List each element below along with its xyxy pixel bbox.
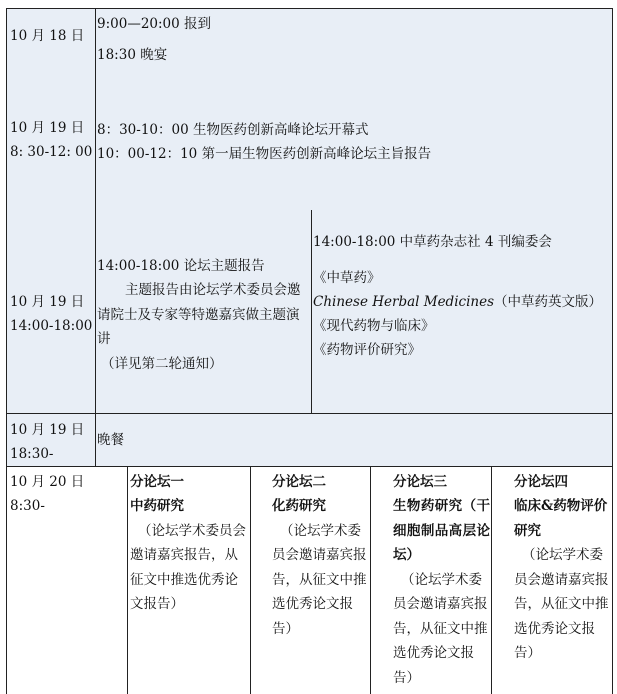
grid-line xyxy=(612,8,613,694)
event-item: 9:00—20:00 报到 xyxy=(97,16,212,32)
forum-description: （论坛学术委员会邀请嘉宾报告，从征文中推选优秀论文报告） xyxy=(272,522,367,637)
event-cell xyxy=(97,428,397,452)
journal-note: （中草药英文版） xyxy=(494,294,603,310)
journal-item xyxy=(313,290,611,314)
date-cell xyxy=(10,470,94,518)
keynote-cell xyxy=(97,254,309,376)
grid-line xyxy=(6,8,7,694)
journal-name: 《药物评价研究》 xyxy=(313,342,421,358)
grid-line xyxy=(311,210,312,414)
event-cell xyxy=(97,118,607,166)
forum-title: 分论坛一 xyxy=(130,474,184,490)
forum-subtitle: 化药研究 xyxy=(272,498,326,514)
grid-line xyxy=(6,466,613,467)
forum-cell xyxy=(514,470,611,666)
forum-cell xyxy=(272,470,369,641)
journal-name: 《中草药》 xyxy=(313,270,381,286)
date-text: 10 月 20 日 xyxy=(10,474,85,490)
time-text: 14:00-18:00 xyxy=(10,318,93,334)
forum-title: 分论坛二 xyxy=(272,474,326,490)
journal-english-name: Chinese Herbal Medicines xyxy=(313,294,495,310)
grid-line xyxy=(491,466,492,694)
forum-description: （论坛学术委员会邀请嘉宾报告，从征文中推选优秀论文报告） xyxy=(514,547,609,661)
grid-line xyxy=(6,8,613,9)
keynote-note: （详见第二轮通知） xyxy=(101,355,223,372)
forum-description: （论坛学术委员会邀请嘉宾报告，从征文中推选优秀论文报告） xyxy=(393,571,488,686)
keynote-title: 14:00-18:00 论坛主题报告 xyxy=(97,258,265,274)
date-text: 10 月 19 日 xyxy=(10,120,85,136)
time-text: 8:30- xyxy=(10,498,45,514)
grid-line xyxy=(127,466,128,694)
forum-cell xyxy=(393,470,490,690)
forum-subtitle: 中药研究 xyxy=(130,498,184,514)
journal-item xyxy=(313,266,611,290)
event-item: 8：30-10：00 生物医药创新高峰论坛开幕式 xyxy=(97,122,369,138)
forum-cell xyxy=(130,470,248,617)
date-text: 10 月 18 日 xyxy=(10,28,85,44)
event-item: 10：00-12：10 第一届生物医药创新高峰论坛主旨报告 xyxy=(97,146,432,162)
forum-subtitle: 临床&药物评价研究 xyxy=(514,498,608,539)
date-cell xyxy=(10,290,94,338)
date-text: 10 月 19 日 xyxy=(10,294,85,310)
date-cell xyxy=(10,418,94,466)
forum-title: 分论坛三 xyxy=(393,474,447,490)
date-cell xyxy=(10,24,94,48)
time-text: 8: 30-12: 00 xyxy=(10,144,93,160)
keynote-description: 主题报告由论坛学术委员会邀请院士及专家等特邀嘉宾做主题演讲 xyxy=(97,282,301,347)
grid-line xyxy=(6,413,613,414)
event-item: 晚餐 xyxy=(97,432,124,448)
forum-title: 分论坛四 xyxy=(514,474,568,490)
grid-line xyxy=(370,466,371,694)
time-text: 18:30- xyxy=(10,446,54,462)
grid-line xyxy=(250,466,251,694)
journal-item xyxy=(313,338,611,362)
journal-name: 《现代药物与临床》 xyxy=(313,318,435,334)
event-cell xyxy=(97,12,597,67)
grid-line xyxy=(95,8,96,466)
forum-subtitle: 生物药研究（干细胞制品高层论坛） xyxy=(393,498,490,563)
forum-description: （论坛学术委员会邀请嘉宾报告，从征文中推选优秀论文报告） xyxy=(130,522,246,612)
date-cell xyxy=(10,116,96,164)
editorial-board-cell xyxy=(313,230,611,362)
date-text: 10 月 19 日 xyxy=(10,422,85,438)
event-item: 18:30 晚宴 xyxy=(97,47,168,63)
journal-item xyxy=(313,314,611,338)
editorial-board-title: 14:00-18:00 中草药杂志社 4 刊编委会 xyxy=(313,234,552,250)
